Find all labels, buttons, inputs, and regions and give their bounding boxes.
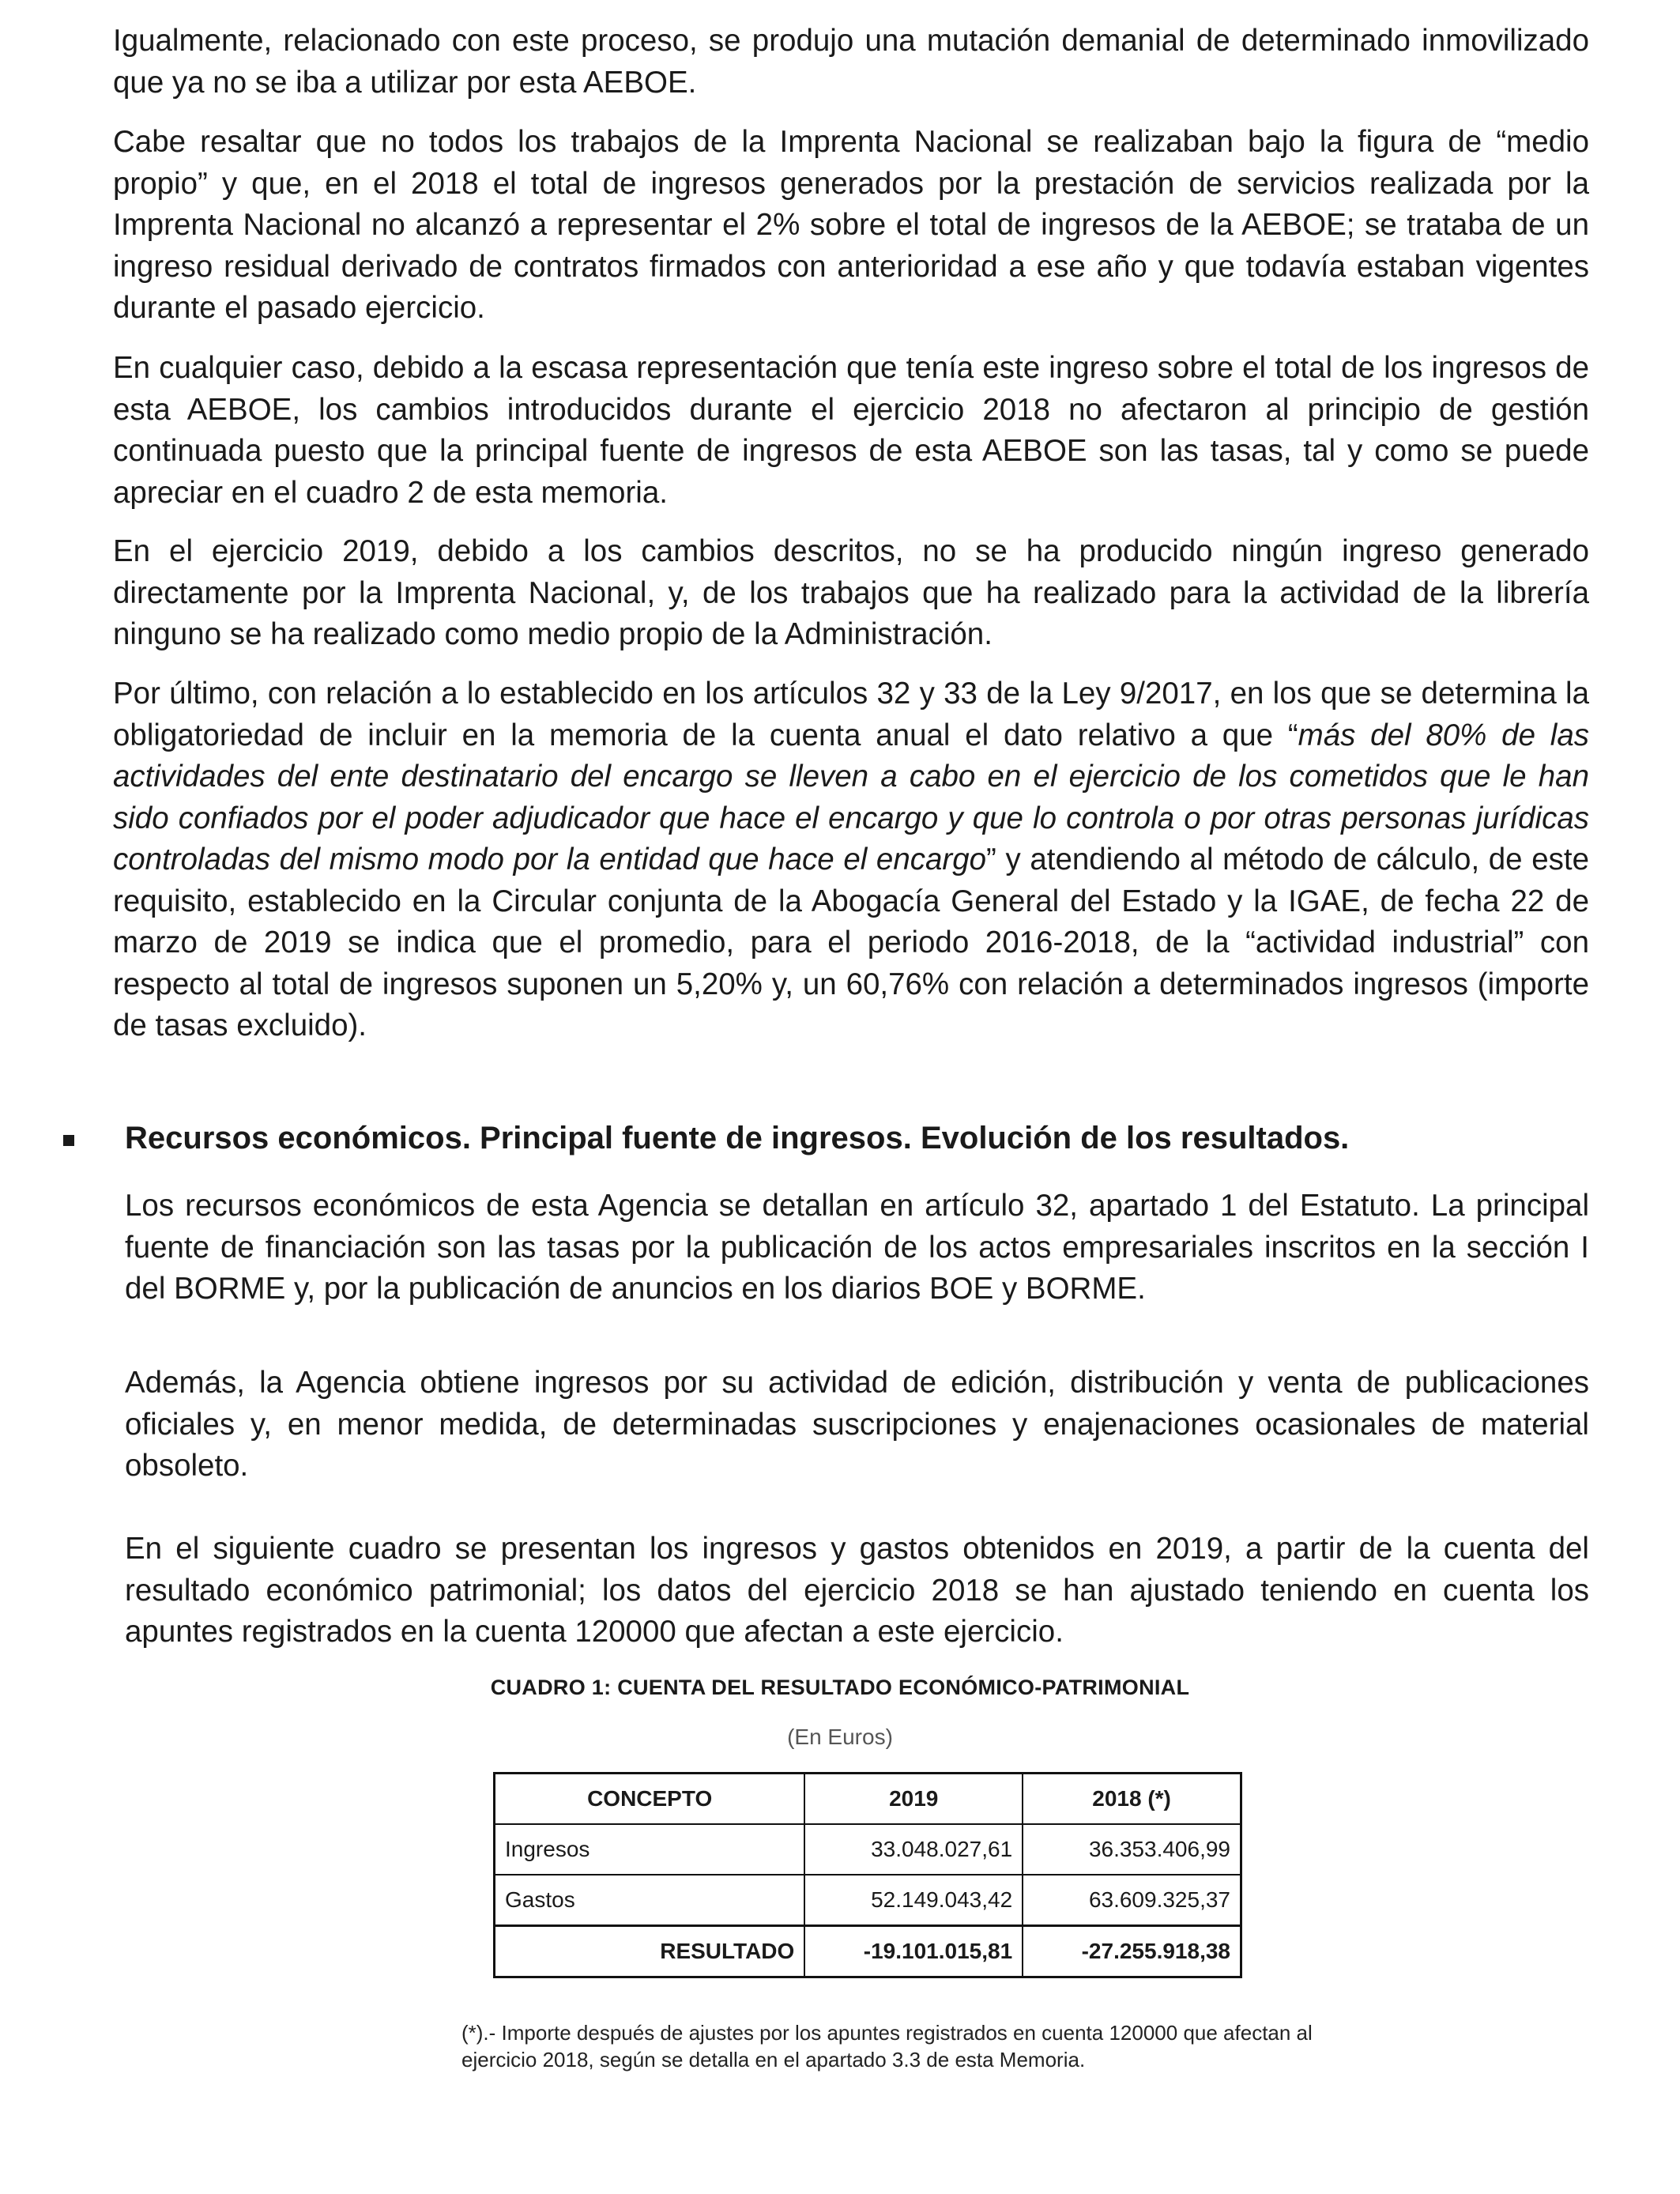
paragraph-ley-quote: más del 80% de las actividades del ente destinatario del encargo se lleven a cabo en el ejercicio de los cometidos que le han sido confiados por el poder adjudicador que hace el encargo y que lo controla o por otras personas jurídicas controladas del mismo modo por la entidad que hace el encargo [113, 718, 1590, 876]
table-header-row [495, 1774, 1241, 1825]
header-concepto: CONCEPTO [495, 1774, 805, 1825]
header-2019: 2019 [804, 1774, 1023, 1825]
cell-gastos-2019: 52.149.043,42 [804, 1875, 1023, 1926]
paragraph-otros-ingresos: Además, la Agencia obtiene ingresos por su actividad de edición, distribución y venta de publicaciones oficiales y, en menor medida, de determinadas suscripciones y enajenaciones ocasionales de material obsoleto. [125, 1366, 1589, 1483]
cell-ingresos-2018: 36.353.406,99 [1023, 1824, 1241, 1875]
paragraph-mutacion-demanial: Igualmente, relacionado con este proceso, se produjo una mutación demanial de determinado inmovilizado que ya no se iba a utilizar por esta AEBOE. [113, 24, 1589, 100]
paragraph-recursos-economicos: Los recursos económicos de esta Agencia se detallan en artículo 32, apartado 1 del Estatuto. La principal fuente de financiación son las tasas por la publicación de los actos empresariales inscritos en la sección I del BORME y, por la publicación de anuncios en los diarios BOE y BORME. [125, 1189, 1589, 1306]
paragraph-ley-text-b: ” y atendiendo al método de cálculo, de este requisito, establecido en la Circular conjunta de la Abogacía General del Estado y la IGAE, de fecha 22 de marzo de 2019 se indica que el promedio, para el periodo 2016-2018, de la “actividad industrial” con respecto al total de ingresos suponen un 5,20% y, un 60,76% con relación a determinados ingresos (importe de tasas excluido). [113, 843, 1589, 1042]
table-subtitle: (En Euros) [787, 1725, 893, 1749]
paragraph-ejercicio-2019: En el ejercicio 2019, debido a los cambios descritos, no se ha producido ningún ingreso generado directamente por la Imprenta Nacional, y, de los trabajos que ha realizado para la actividad de la librería ninguno se ha realizado como medio propio de la Administración. [113, 534, 1589, 651]
header-2018: 2018 (*) [1023, 1774, 1241, 1825]
table-total-row [495, 1926, 1241, 1977]
section-heading: Recursos económicos. Principal fuente de ingresos. Evolución de los resultados. [125, 1121, 1350, 1155]
cell-ingresos-2019: 33.048.027,61 [804, 1824, 1023, 1875]
table-footnote: (*).- Importe después de ajustes por los apuntes registrados en cuenta 120000 que afectan al ejercicio 2018, según se detalla en el apartado 3.3 de esta Memoria. [461, 2021, 1313, 2071]
results-table [493, 1772, 1242, 1978]
row-label-resultado: RESULTADO [495, 1926, 805, 1977]
square-bullet-icon [63, 1135, 74, 1146]
paragraph-gestion-continuada: En cualquier caso, debido a la escasa representación que tenía este ingreso sobre el total de los ingresos de esta AEBOE, los cambios introducidos durante el ejercicio 2018 no afectaron al principio de gestión continuada puesto que la principal fuente de ingresos de esta AEBOE son las tasas, tal y como se puede apreciar en el cuadro 2 de esta memoria. [113, 351, 1589, 510]
row-label-ingresos: Ingresos [495, 1824, 805, 1875]
table-title: CUADRO 1: CUENTA DEL RESULTADO ECONÓMICO-PATRIMONIAL [490, 1676, 1190, 1699]
row-label-gastos: Gastos [495, 1875, 805, 1926]
cell-resultado-2019: -19.101.015,81 [804, 1926, 1023, 1977]
table-row [495, 1824, 1241, 1875]
cell-resultado-2018: -27.255.918,38 [1023, 1926, 1241, 1977]
paragraph-siguiente-cuadro: En el siguiente cuadro se presentan los ingresos y gastos obtenidos en 2019, a partir de la cuenta del resultado económico patrimonial; los datos del ejercicio 2018 se han ajustado teniendo en cuenta los apuntes registrados en la cuenta 120000 que afectan a este ejercicio. [125, 1532, 1589, 1649]
cell-gastos-2018: 63.609.325,37 [1023, 1875, 1241, 1926]
paragraph-ley-text-a: Por último, con relación a lo establecido en los artículos 32 y 33 de la Ley 9/2017, en los que se determina la obligatoriedad de incluir en la memoria de la cuenta anual el dato relativo a que “ [113, 677, 1589, 752]
paragraph-medio-propio: Cabe resaltar que no todos los trabajos de la Imprenta Nacional se realizaban bajo la figura de “medio propio” y que, en el 2018 el total de ingresos generados por la prestación de servicios realizada por la Imprenta Nacional no alcanzó a representar el 2% sobre el total de ingresos de la AEBOE; se trataba de un ingreso residual derivado de contratos firmados con anterioridad a ese año y que todavía estaban vigentes durante el pasado ejercicio. [113, 125, 1589, 325]
paragraph-ley-9-2017 [113, 673, 1589, 1047]
table-row [495, 1875, 1241, 1926]
